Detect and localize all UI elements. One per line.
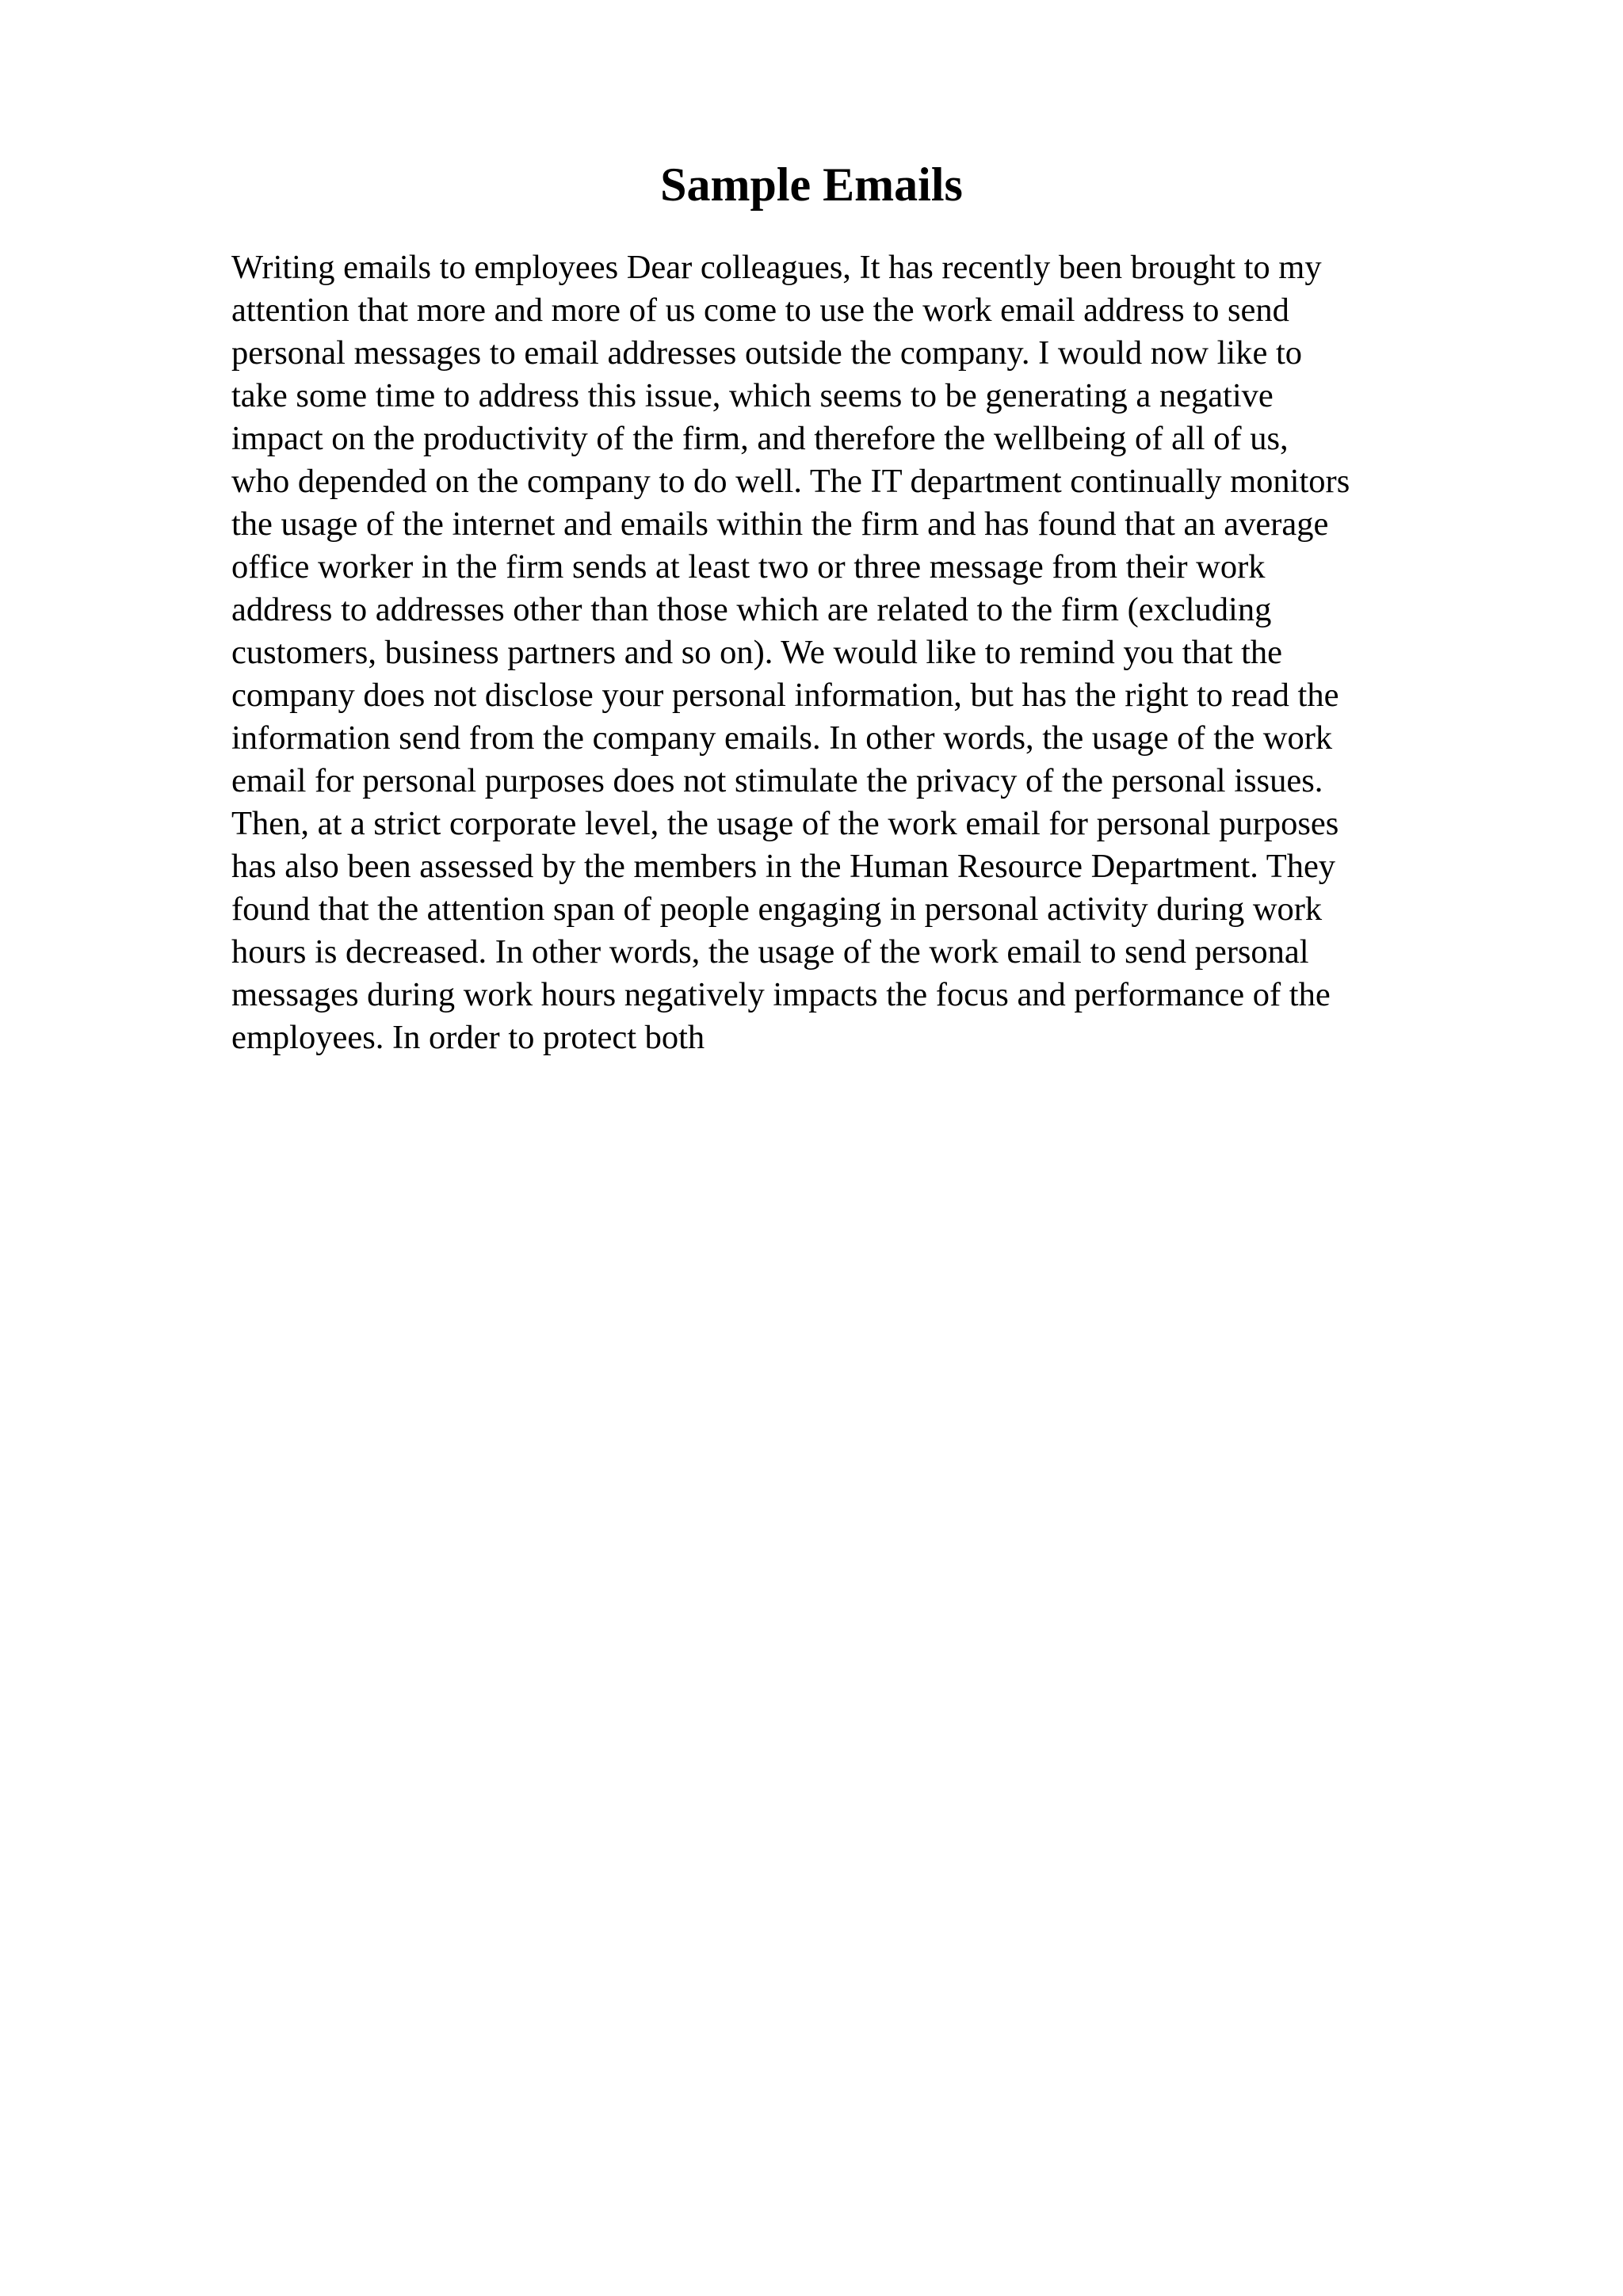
body-line: customers, business partners and so on). We would like to remind you that the	[231, 634, 1283, 671]
body-line: who depended on the company to do well. The IT department continually monitors	[231, 463, 1350, 500]
body-line: Writing emails to employees Dear colleagues, It has recently been brought to my	[231, 249, 1322, 286]
body-line: company does not disclose your personal information, but has the right to read the	[231, 677, 1339, 714]
body-line: take some time to address this issue, which seems to be generating a negative	[231, 377, 1274, 414]
body-line: messages during work hours negatively impacts the focus and performance of the	[231, 976, 1331, 1013]
body-line: hours is decreased. In other words, the usage of the work email to send personal	[231, 933, 1309, 971]
body-line: personal messages to email addresses outside the company. I would now like to	[231, 334, 1303, 372]
body-line: office worker in the firm sends at least two or three message from their work	[231, 548, 1266, 585]
body-line: impact on the productivity of the firm, and therefore the wellbeing of all of us,	[231, 420, 1289, 457]
body-line: has also been assessed by the members in the Human Resource Department. They	[231, 848, 1336, 885]
document-title: Sample Emails	[660, 158, 963, 211]
body-line: the usage of the internet and emails within the firm and has found that an average	[231, 505, 1329, 543]
document-body	[231, 246, 1472, 1059]
body-line: Then, at a strict corporate level, the usage of the work email for personal purposes	[231, 805, 1339, 842]
body-line: information send from the company emails. In other words, the usage of the work	[231, 719, 1333, 757]
body-line: email for personal purposes does not stimulate the privacy of the personal issues.	[231, 762, 1323, 799]
body-line: found that the attention span of people engaging in personal activity during work	[231, 891, 1323, 928]
body-line: employees. In order to protect both	[231, 1019, 705, 1056]
body-line: address to addresses other than those which are related to the firm (excluding	[231, 591, 1272, 628]
body-line: attention that more and more of us come to use the work email address to send	[231, 292, 1289, 329]
